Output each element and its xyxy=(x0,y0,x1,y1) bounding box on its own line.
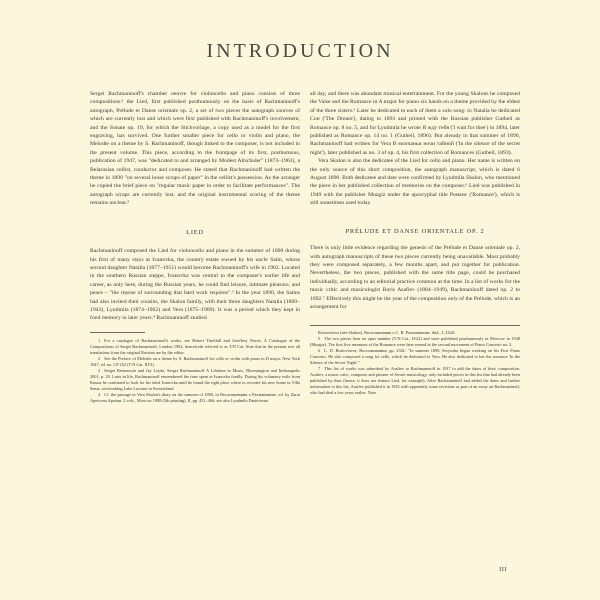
right-footnotes xyxy=(310,325,520,396)
body-paragraph: all day, and there was abundant musical entertainment. For the young Skalons he composed the Valse and the Romance in A major for piano six hands on a theme provided by the eldest of the three sisters.⁵ Later he dedicated to each of them a solo song: to Natalia he dedicated Сон ('The Dream'), dating to 1893 and printed with the Russian publisher Gutheil as Romance op. 8 no. 5, and for Lyudmila he wrote Я жду тебя ('I wait for thee') in 1894, later published as Romance op. 14 no. 1 (Gutheil, 1896). But already in that summer of 1890, Rachmaninoff had written for Vera В молчаньи ночи тайной ('In the silence of the secret night'), later published as no. 3 of op. 4, his first collection of Romances (Gutheil, 1893). xyxy=(310,91,520,156)
footnote-divider xyxy=(90,332,145,333)
left-column xyxy=(90,90,300,404)
prelude-paragraph: There is only little evidence regarding the genesis of the Prélude et Danse orientale op. 2, with autograph manuscripts of these two pieces currently being unavailable. Most probably they were composed separately, a few months apart, and put together for publication. Nevertheless, the two pieces, published with the same title page, could be purchased individually, according to an editorial practice common at the time. In a list of works for the music critic and musicologist Boris Asafiev (1884–1949), Rachmaninoff dated op. 2 to 1892.⁷ Effectively this might be the year of the composition only of the Prélude, which is an arrangement for xyxy=(310,245,520,310)
page-title: INTRODUCTION xyxy=(206,40,394,62)
footnote: 7 This list of works was submitted by Asafiev to Rachmaninoff in 1917 to add the dates of their composition. Asafiev, a music critic, composer and pioneer of Soviet musicology, only included pieces in this list that had already been published by then (hence, it does not feature Lied, for example). After Rachmaninoff had added the dates and further information to this list, Asafiev published it in 1945 with apparently some revisions as part of an essay on Rachmaninoff, who had died a few years earlier. Note xyxy=(310,366,520,396)
footnote: 6 L. D. Rostovtseva, Воспоминания, pp. 234f.: "In summer 1890, Seryozha began working on his First Piano Concerto. He also composed a song for cello, which he dedicated to Vera. He also dedicated to her the romance 'In the Silence of the Secret Night'." xyxy=(310,348,520,366)
footnote: 3 Sergei Bertensson and Jay Leyda, Sergei Rachmaninoff A Lifetime in Music, Bloomington and Indianapolis 2001, p. 29. Later in life, Rachmaninoff remembered the time spent at Ivanovka fondly. During his voluntary exile from Russia he continued to look for his ideal Ivanovka until he found the right place where to recreate his new home in Villa Senar, overlooking Lake Lucerne in Switzerland. xyxy=(90,367,300,391)
lied-paragraph: Rachmaninoff composed the Lied for violoncello and piano in the summer of 1890 during his first of many stays at Ivanovka, the country estate owned by his uncle Satin, whose second daughter Natalia (1877–1951) would become Rachmaninoff's wife in 1902. Located in the southern Russian steppe, Ivanovka was central to the composer's earlier life and career, as only here, during the Russian years, he could find leisure, intimate pleasure, and peace – "the repose of surrounding that hard work requires".³ In the year 1890, the Satins had also invited their cousins, the Skalon family, with their three daughters Natalia (1869–1943), Lyudmila (1874–1962) and Vera (1875–1909). It was a period which they kept in fond memory in later years.⁴ Rachmaninoff studied xyxy=(90,248,300,322)
intro-paragraph: Sergei Rachmaninoff's chamber oeuvre for violoncello and piano consists of three compositions:¹ the Lied, first published posthumously on the basis of Rachmaninoff's autograph, Prélude et Danse orientale op. 2, a set of two pieces the autograph sources of which are currently lost and which were first published with Rachmaninoff's involvement, and the Sonate op. 19, for which the Stichvorlage, a copy used as a model for the first engraving, has survived. One further smaller piece for cello or violin and piano, the Melodie on a theme by S. Rachmaninoff, though linked to the composer, is not included in the present volume. This piece, according to the frontpage of its first, posthumous, publication of 1947, was "dedicated to and arranged by Modest Altschuler" (1873–1963), a Belarusian cellist, conductor and composer. He stated that Rachmaninoff had written the theme in 1890 "on several loose scraps of paper" in the cellist's possession. As the arranger he copied the brief piece on "regular music paper in order to facilitate performances". The autograph scraps are currently lost, and the original instrumental scoring of the theme remains unclear.² xyxy=(90,91,300,207)
footnote: Rostovtseva (née Skalon), Воспоминания о С. В. Рахманинове, ibid., I, 232ff. xyxy=(318,330,456,336)
prelude-heading: PRÉLUDE ET DANSE ORIENTALE OP. 2 xyxy=(345,227,485,235)
footnote: 5 The two pieces bear no opus number (T/N Cat., II/22) and were published posthumously in Moscow in 1948 (Muzgiz). The first five measures of the Romance were later reused in the second movement of Piano Concerto no. 2. xyxy=(310,336,520,348)
footnote: 2 See the Preface of Melodie on a theme by S. Rachmaninoff for cello or violin with piano in D major, New York 1947, ed. no. CP 252 (T/N Cat. III/3). xyxy=(90,355,300,367)
lied-heading: LIED xyxy=(186,228,204,236)
right-column xyxy=(310,90,520,396)
body-paragraph: Vera Skalon is also the dedicatee of the Lied for cello and piano. Her name is written on the only source of this short composition, the autograph manuscript, which is dated 6 August 1890. Both dedicatee and date were confirmed by Lyudmila Skalon, who mentioned the piece in her published collection of memories on the composer.⁶ Lied was published in 1949 with the publisher Muzgiz under the apocryphal title Романс ('Romance'), which is still sometimes used today. xyxy=(310,158,520,207)
footnote: 4 Cf. the passage in Vera Skalon's diary on the summer of 1890, in Воспоминания о Рахманинове, ed. by Zarui Apetovna Apetian, 2 vols., Moscow 1988 (5th printing), II, pp. 451–466; see also Lyudmila Dmitrievna xyxy=(90,391,300,403)
footnote: 1 For a catalogue of Rachmaninoff's works, see Robert Threlfall and Geoffrey Norris, A Catalogue of the Compositions of Sergei Rachmaninoff, London 1982, henceforth referred to as T/N Cat. Note that in the present text all translations from the original Russian are by the editor. xyxy=(90,337,300,355)
page-number: III xyxy=(499,566,507,573)
footnote-divider xyxy=(310,325,520,326)
